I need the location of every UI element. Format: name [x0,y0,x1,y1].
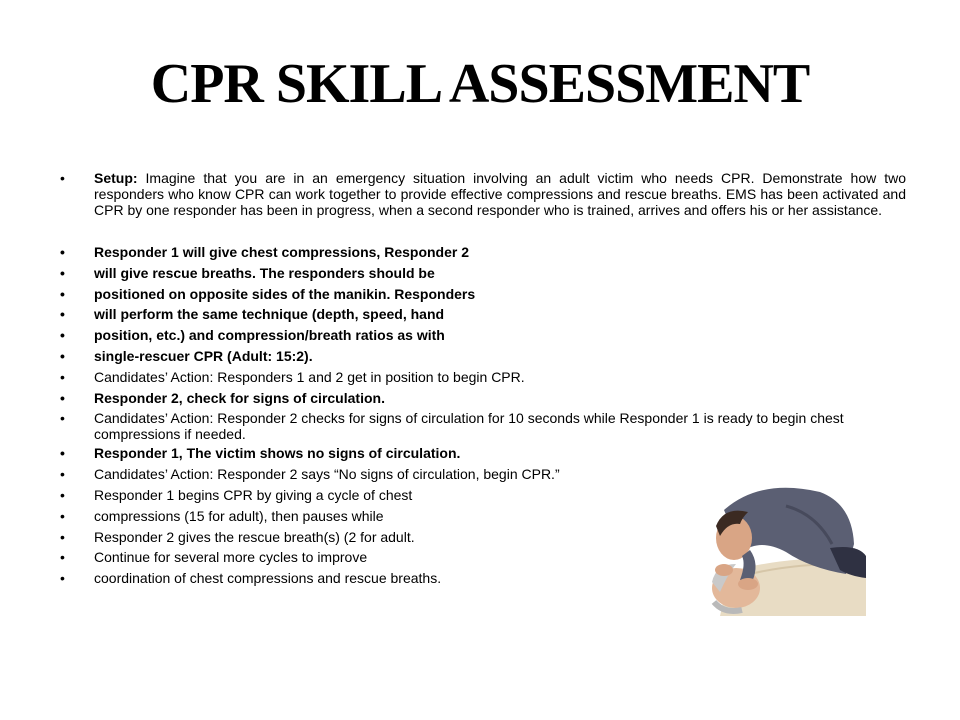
bullet-item: • Candidates’ Action: Responder 2 says “No signs of circulation, begin CPR.” [60,466,906,482]
setup-text: Imagine that you are in an emergency situation involving an adult victim who needs CPR. Demonstrate how two responders who know CPR can work together to provide effective compressions and rescue breaths. EMS has been activated and CPR by one responder has been in progress, when a second responder who is trained, arrives and offers his or her assistance. [94,170,906,218]
setup-bullet [60,170,906,218]
bullet-item: • will perform the same technique (depth, speed, hand [60,306,906,322]
setup-label: Setup: [94,170,138,186]
bullet-item: • Responder 2, check for signs of circulation. [60,390,906,406]
bullet-item: • will give rescue breaths. The responders should be [60,265,906,281]
bullet-item: • Candidates’ Action: Responders 1 and 2 get in position to begin CPR. [60,369,906,385]
slide-title: CPR SKILL ASSESSMENT [150,53,810,115]
bullet-item: • compressions (15 for adult), then pauses while [60,508,906,524]
bullet-item: • Responder 2 gives the rescue breath(s) (2 for adult. [60,529,906,545]
cpr-photo [690,452,866,616]
bullet-item: • positioned on opposite sides of the manikin. Responders [60,286,906,302]
bullet-item: • Candidates’ Action: Responder 2 checks for signs of circulation for 10 seconds while Responder 1 is ready to begin chest compressions if needed. [60,410,906,442]
bullet-item: • Responder 1 will give chest compressions, Responder 2 [60,244,906,260]
bullet-item: • position, etc.) and compression/breath ratios as with [60,327,906,343]
bullet-item: • Continue for several more cycles to improve [60,549,906,565]
bullet-item: • Responder 1 begins CPR by giving a cycle of chest [60,487,906,503]
bullet-item: • single-rescuer CPR (Adult: 15:2). [60,348,906,364]
bullet-item: • coordination of chest compressions and rescue breaths. [60,570,906,586]
bullet-item: • Responder 1, The victim shows no signs of circulation. [60,445,906,461]
